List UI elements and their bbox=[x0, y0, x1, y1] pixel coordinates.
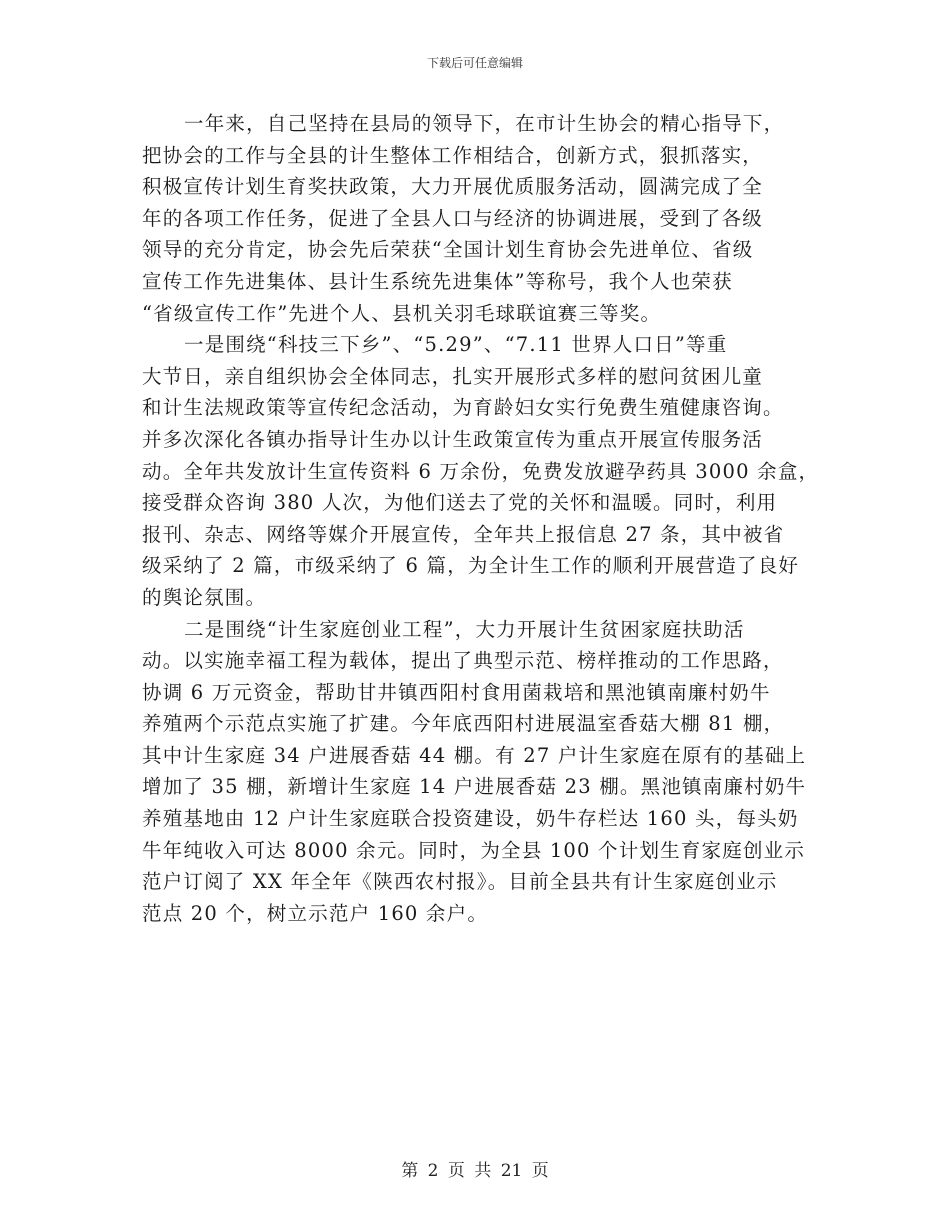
paragraph-3-line-5: 其中计生家庭 34 户进展香菇 44 棚。有 27 户计生家庭在原有的基础上 bbox=[142, 743, 807, 767]
paragraph-1-line-2: 把协会的工作与全县的计生整体工作相结合，创新方式，狠抓落实， bbox=[142, 143, 764, 167]
paragraph-1-line-6: 宣传工作先进集体、县计生系统先进集体”等称号，我个人也荣获 bbox=[142, 269, 733, 293]
paragraph-2-line-9: 的舆论氛围。 bbox=[142, 585, 267, 609]
paragraph-2-line-1: 一是围绕“科技三下乡”、“5.29”、“7.11 世界人口日”等重 bbox=[184, 333, 728, 357]
paragraph-2-line-4: 并多次深化各镇办指导计生办以计生政策宣传为重点开展宣传服务活 bbox=[142, 427, 764, 451]
paragraph-1-line-3: 积极宣传计划生育奖扶政策，大力开展优质服务活动，圆满完成了全 bbox=[142, 175, 764, 199]
paragraph-3-line-1: 二是围绕“计生家庭创业工程”，大力开展计生贫困家庭扶助活 bbox=[184, 617, 745, 641]
paragraph-3-line-3: 协调 6 万元资金，帮助甘井镇西阳村食用菌栽培和黑池镇南廉村奶牛 bbox=[142, 680, 771, 704]
page-number-footer: 第 2 页 共 21 页 bbox=[401, 1161, 549, 1181]
paragraph-3-line-7: 养殖基地由 12 户计生家庭联合投资建设，奶牛存栏达 160 头，每头奶 bbox=[142, 807, 799, 831]
paragraph-1-line-5: 领导的充分肯定，协会先后荣获“全国计划生育协会先进单位、省级 bbox=[142, 238, 754, 262]
paragraph-3-line-10: 范点 20 个，树立示范户 160 余户。 bbox=[142, 901, 489, 925]
paragraph-2-line-6: 接受群众咨询 380 人次，为他们送去了党的关怀和温暖。同时，利用 bbox=[142, 491, 778, 515]
paragraph-1-line-1: 一年来，自己坚持在县局的领导下，在市计生协会的精心指导下， bbox=[184, 112, 785, 135]
paragraph-3-line-4: 养殖两个示范点实施了扩建。今年底西阳村进展温室香菇大棚 81 棚， bbox=[142, 712, 785, 736]
paragraph-2-line-7: 报刊、杂志、网络等媒介开展宣传，全年共上报信息 27 条，其中被省 bbox=[142, 522, 785, 546]
paragraph-2-line-5: 动。全年共发放计生宣传资料 6 万余份，免费发放避孕药具 3000 余盒， bbox=[142, 459, 820, 483]
paragraph-3-line-2: 动。以实施幸福工程为载体，提出了典型示范、榜样推动的工作思路， bbox=[142, 649, 784, 673]
paragraph-3-line-6: 增加了 35 棚，新增计生家庭 14 户进展香菇 23 棚。黑池镇南廉村奶牛 bbox=[142, 775, 807, 799]
paragraph-3-line-9: 范户订阅了 XX 年全年《陕西农村报》。目前全县共有计生家庭创业示 bbox=[142, 870, 778, 894]
document-body bbox=[142, 108, 820, 929]
page-header-note: 下载后可任意编辑 bbox=[426, 56, 523, 70]
paragraph-2-line-3: 和计生法规政策等宣传纪念活动，为育龄妇女实行免费生殖健康咨询。 bbox=[142, 396, 784, 420]
paragraph-3-line-8: 牛年纯收入可达 8000 余元。同时，为全县 100 个计划生育家庭创业示 bbox=[142, 838, 806, 862]
paragraph-1-line-4: 年的各项工作任务，促进了全县人口与经济的协调进展，受到了各级 bbox=[142, 206, 764, 230]
paragraph-2-line-2: 大节日，亲自组织协会全体同志，扎实开展形式多样的慰问贫困儿童 bbox=[142, 364, 764, 388]
paragraph-2-line-8: 级采纳了 2 篇，市级采纳了 6 篇，为全计生工作的顺利开展营造了良好 bbox=[142, 554, 800, 578]
paragraph-1-line-7: “省级宣传工作”先进个人、县机关羽毛球联谊赛三等奖。 bbox=[142, 301, 662, 325]
